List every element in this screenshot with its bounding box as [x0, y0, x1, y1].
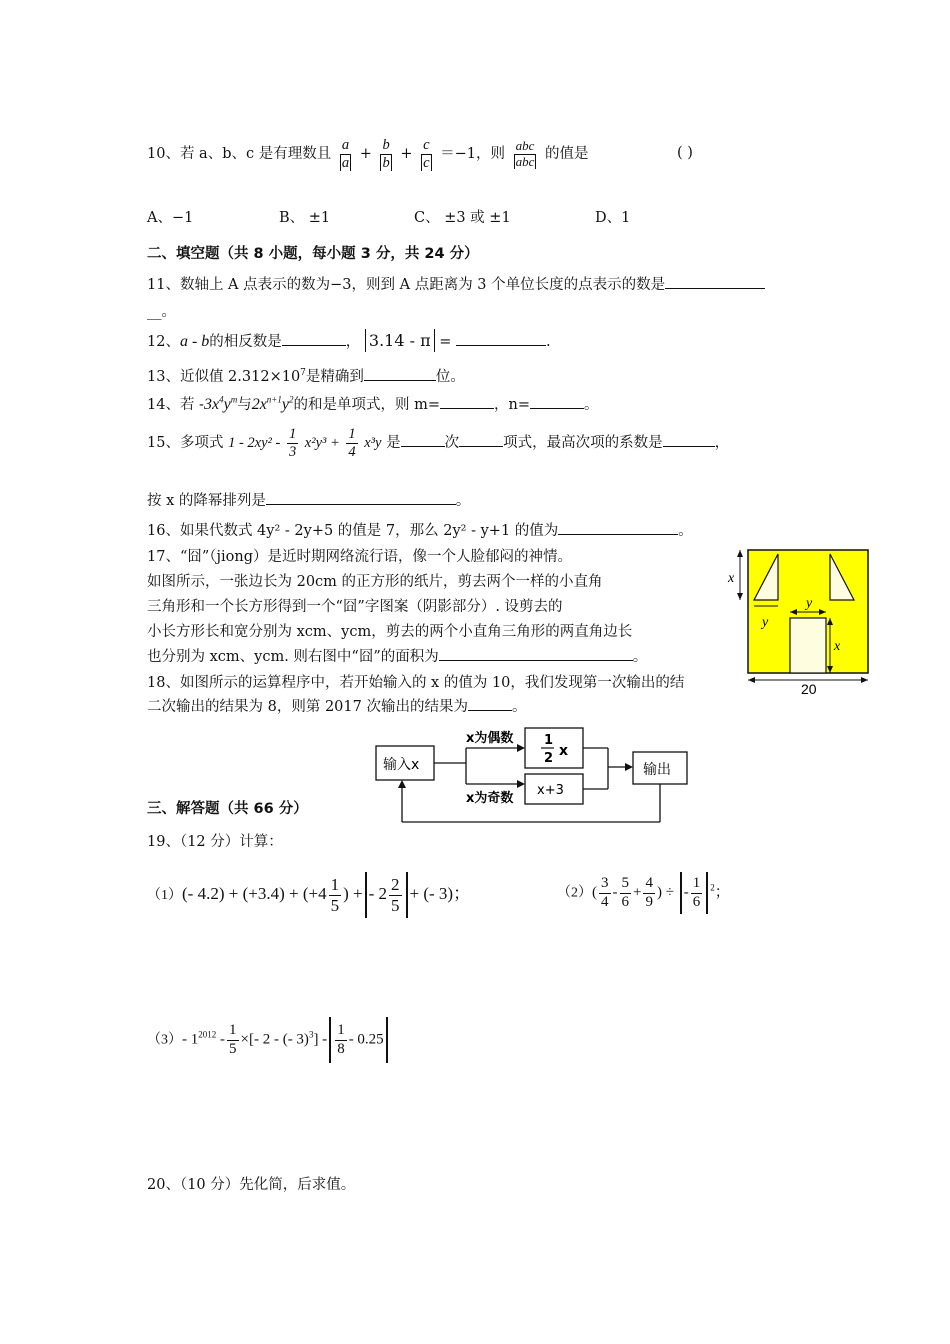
label-20: 20	[801, 681, 817, 696]
q12-line: 12、a - b的相反数是 ， 3.14 - π = .	[147, 331, 551, 350]
q11-blank[interactable]	[665, 274, 765, 289]
frac-b: $\frac{b}{b}$	[382, 137, 390, 171]
q18-line2: 二次输出的结果为 8，则第 2017 次输出的结果为 。	[147, 695, 526, 716]
q11-line2: __。	[147, 304, 176, 320]
q18-line1: 18、如图所示的运算程序中，若开始输入的 x 的值为 10，我们发现第一次输出的结	[147, 675, 685, 691]
label-x-left: x	[728, 571, 735, 586]
q10-post: 的值是	[545, 146, 589, 163]
q12-abs: 3.14 - π	[365, 329, 435, 352]
q10-answer-paren: ( )	[677, 145, 693, 161]
q10-text: 10、若 a、b、c 是有理数且	[147, 146, 332, 163]
q10-line: 10、若 a、b、c 是有理数且 $\frac{a}{a}$ + $\frac{b}{b}$ + $\frac{c}{c}$ ＝−1，则 $\frac{\text{abc}}{\text{abc}}$ 的值是	[147, 137, 589, 171]
q16-blank[interactable]	[558, 520, 678, 535]
q13-line: 13、近似值 $2.312\times 10^7$是精确到 位。	[147, 365, 465, 386]
frac-a: $\frac{a}{a}$	[341, 137, 350, 171]
q11-line1: 11、数轴上 A 点表示的数为−3，则到 A 点距离为 3 个单位长度的点表示的数是	[147, 273, 765, 294]
q17-line3: 三角形和一个长方形得到一个“囧”字图案（阴影部分）. 设剪去的	[147, 599, 563, 615]
q10-option-d: D、1	[595, 210, 631, 226]
q15-line1: 15、多项式 1 - 2xy² - $\frac{1}{3}$ x²y³ + $\frac{1}{4}$ x³y 是 次 项式，最高次项的系数是 ，	[147, 426, 730, 460]
q20-line: 20、（10 分）先化简，后求值。	[147, 1177, 356, 1193]
cut-rectangle	[790, 618, 826, 673]
q10-option-b: B、 ±1	[279, 210, 331, 226]
q17-blank[interactable]	[439, 646, 633, 661]
q15-line2: 按 x 的降幂排列是 。	[147, 489, 470, 510]
q14-blank-m[interactable]	[440, 394, 494, 409]
q17-line2: 如图所示，一张边长为 20cm 的正方形的纸片，剪去两个一样的小直角	[147, 574, 603, 590]
q17-line1: 17、“囧”（jiong）是近时期网络流行语，像一个人脸郁闷的神情。	[147, 549, 573, 565]
frac-c: $\frac{c}{c}$	[423, 137, 430, 171]
q10-eq: ＝−1，则	[440, 146, 505, 163]
q15-blank2[interactable]	[459, 432, 503, 447]
label-y-left: y	[762, 615, 769, 630]
svg-text:2: 2	[544, 751, 554, 766]
q12-blank1[interactable]	[282, 331, 346, 346]
odd-label: x为奇数	[466, 791, 514, 806]
svg-text:1: 1	[544, 733, 554, 748]
frac-abc: $\frac{\text{abc}}{\text{abc}}$	[515, 137, 535, 169]
q19-part3: （3）- $1^{2012}$ - $\frac{1}{5}$ ×[- 2 - (- 3)$^3$] - $\frac{1}{8}$ - 0.25	[147, 1017, 390, 1063]
q13-blank[interactable]	[364, 366, 436, 381]
q19-part2: （2）( $\frac{3}{4}$ - $\frac{5}{6}$ + $\frac{4}{9}$ ) ÷ - $\frac{1}{6}$ $^2$；	[557, 872, 730, 914]
section2-title: 二、填空题（共 8 小题，每小题 3 分，共 24 分）	[147, 246, 479, 262]
q15-blank4[interactable]	[266, 490, 456, 505]
section3-title: 三、解答题（共 66 分）	[147, 801, 308, 817]
q14-blank-n[interactable]	[530, 394, 584, 409]
q10-option-c: C、 ±3 或 ±1	[414, 210, 511, 226]
q18-blank[interactable]	[468, 696, 512, 711]
q19-title: 19、（12 分）计算：	[147, 834, 283, 850]
label-x-right: x	[834, 639, 841, 654]
q15-blank3[interactable]	[663, 432, 715, 447]
svg-text:x: x	[559, 743, 569, 759]
plus3-label: x+3	[537, 783, 564, 798]
q16-line: 16、如果代数式 4y² - 2y+5 的值是 7，那么 2y² - y+1 的值为 。	[147, 519, 693, 540]
q15-blank1[interactable]	[401, 432, 445, 447]
q19-part1: （1）(- 4.2) + (+3.4) + (+4 $\frac{1}{5}$ ) + - 2 $\frac{2}{5}$ + (- 3)；	[147, 872, 470, 918]
q17-line5: 也分别为 xcm、ycm. 则右图中“囧”的面积为 。	[147, 645, 647, 666]
jiong-figure	[724, 544, 874, 696]
q14-line: 14、若 $-3x^4y^m$与$2x^{n+1}y^2$的和是单项式，则 m= ，n= 。	[147, 394, 599, 413]
q12-blank2[interactable]	[456, 331, 546, 346]
input-label: 输入x	[383, 757, 420, 773]
output-label: 输出	[643, 762, 671, 778]
even-label: x为偶数	[466, 731, 514, 746]
label-y-mid: y	[806, 596, 813, 611]
q17-line4: 小长方形长和宽分别为 xcm、ycm，剪去的两个小直角三角形的两直角边长	[147, 624, 633, 640]
q10-option-a: A、−1	[147, 210, 194, 226]
flowchart	[370, 722, 700, 832]
